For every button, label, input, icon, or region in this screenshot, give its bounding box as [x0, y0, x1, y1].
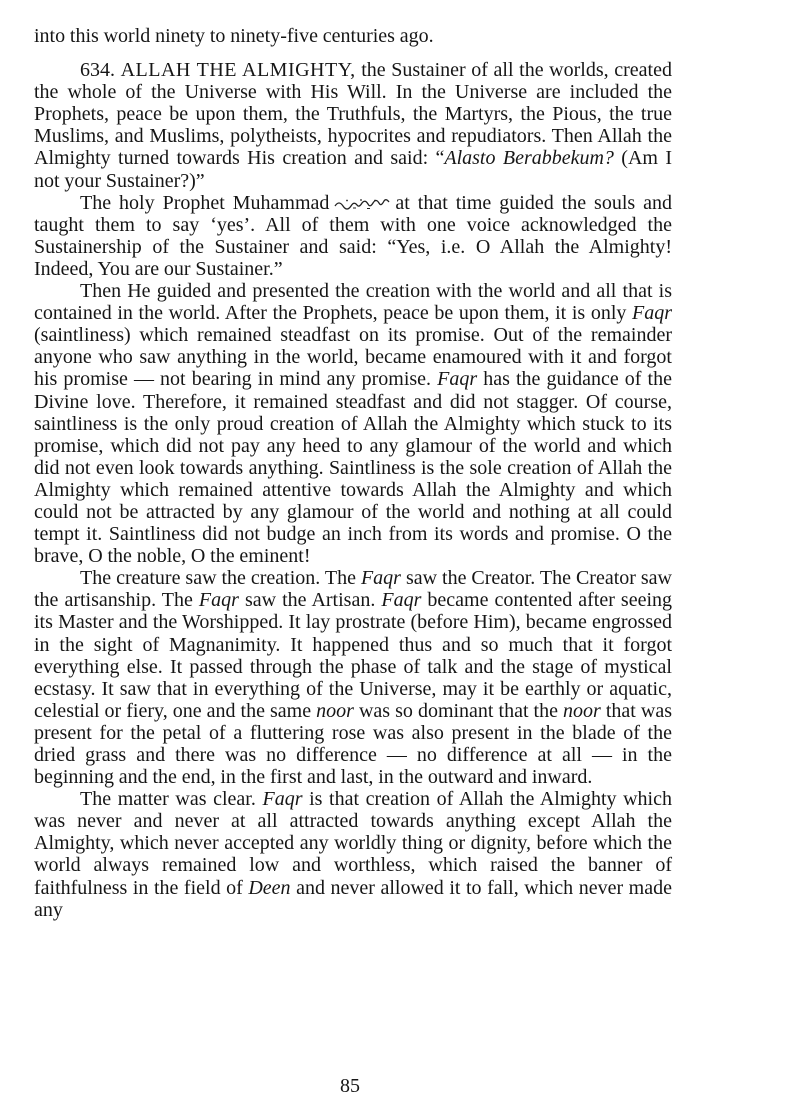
paragraph-text: into this world ninety to ninety-five centuries ago.: [34, 25, 434, 47]
paragraph-number: 634.: [80, 59, 115, 82]
italic-term: Alasto Berabbekum?: [444, 147, 614, 170]
paragraph-text: (saintliness) which remained steadfast on its promise. Out of the remainder anyone who saw anything in the world, became enamoured with it and forgot his promise — not bearing in mind any promise.: [34, 324, 672, 391]
paragraph-creature-creation: [34, 567, 672, 788]
salutation-calligraphy-icon: [333, 198, 391, 210]
paragraph-text: The creature saw the creation. The: [80, 567, 361, 590]
paragraph-text: The matter was clear.: [80, 788, 263, 811]
paragraph-text: The holy Prophet Muhammad: [80, 191, 330, 214]
paragraph-text: became contented after seeing its Master and the Worshipped. It lay prostrate (before Him), became engrossed in the sight of Magnanimity. It happened thus and so much that it forgot everything else. It passed through the phase of talk and the stage of mystical ecstasy. It saw that in everything of the Universe, may it be earthly or aquatic, celestial or fiery, one and the same: [34, 589, 673, 722]
paragraph-text: at that time guided the souls and taught them to say ‘yes’. All of them with one voice acknowledged the Sustainership of the Sustainer and said: “Yes, i.e. O Allah the Almighty! Indeed, You are our Sustainer.”: [34, 191, 673, 280]
paragraph-text: saw the Creator. The Creator saw the artisanship. The: [34, 567, 672, 612]
paragraph-continuation: [34, 25, 672, 47]
italic-term: Faqr: [632, 302, 672, 325]
italic-term: Faqr: [381, 589, 422, 612]
body-text: [34, 25, 672, 921]
italic-term: noor: [563, 699, 601, 722]
italic-term: Faqr: [262, 788, 303, 811]
paragraph-matter-clear: [34, 788, 672, 921]
paragraph-text: that was present for the petal of a fluttering rose was also present in the blade of the dried grass and there was no difference — no difference at all — in the beginning and the end, in the first and last, in the outward and inward.: [34, 699, 672, 789]
paragraph-text: has the guidance of the Divine love. Therefore, it remained steadfast and did not stagger. Of course, saintliness is the only proud creation of Allah the Almighty which stuck to its promise, which did not pay any heed to any glamour of the world and which did not even look towards anything. Saintliness is the sole creation of Allah the Almighty which remained attentive towards Allah the Almighty and which could not be attracted by any glamour of the world and nothing at all could tempt it. Saintliness did not budge an inch from its words and promise. O the brave, O the noble, O the eminent!: [34, 368, 672, 568]
paragraph-text: is that creation of Allah the Almighty which was never and never at all attracted towards anything except Allah the Almighty, which never accepted any worldly thing or dignity, before which the world always remained low and worthless, which raised the banner of faithfulness in the field of: [34, 788, 672, 899]
italic-term: Faqr: [360, 567, 401, 590]
paragraph-text: the Sustainer of all the worlds, created the whole of the Universe with His Will. In the Universe are included the Prophets, peace be upon them, the Truthfuls, the Martyrs, the Pious, the true Muslims, and Muslims, polytheists, hypocrites and repudiators. Then Allah the Almighty turned towards His creation and said: “: [34, 59, 672, 170]
italic-term: noor: [316, 699, 354, 722]
paragraph-prophet: [34, 192, 672, 280]
paragraph-text: saw the Artisan.: [238, 589, 382, 612]
paragraph-text: (Am I not your Sustainer?)”: [34, 147, 672, 192]
paragraph-634: [34, 59, 672, 192]
paragraph-faqr-steadfast: [34, 280, 672, 567]
italic-term: Deen: [248, 876, 291, 899]
italic-term: Faqr: [437, 368, 478, 391]
page-number: 85: [340, 1075, 360, 1097]
paragraph-text: Then He guided and presented the creation with the world and all that is contained in the world. After the Prophets, peace be upon them, it is only: [34, 280, 672, 325]
heading-caps: ALLAH THE ALMIGHTY,: [120, 59, 356, 82]
paragraph-text: and never allowed it to fall, which never made any: [34, 876, 672, 921]
paragraph-text: was so dominant that the: [353, 699, 564, 722]
italic-term: Faqr: [198, 589, 239, 612]
